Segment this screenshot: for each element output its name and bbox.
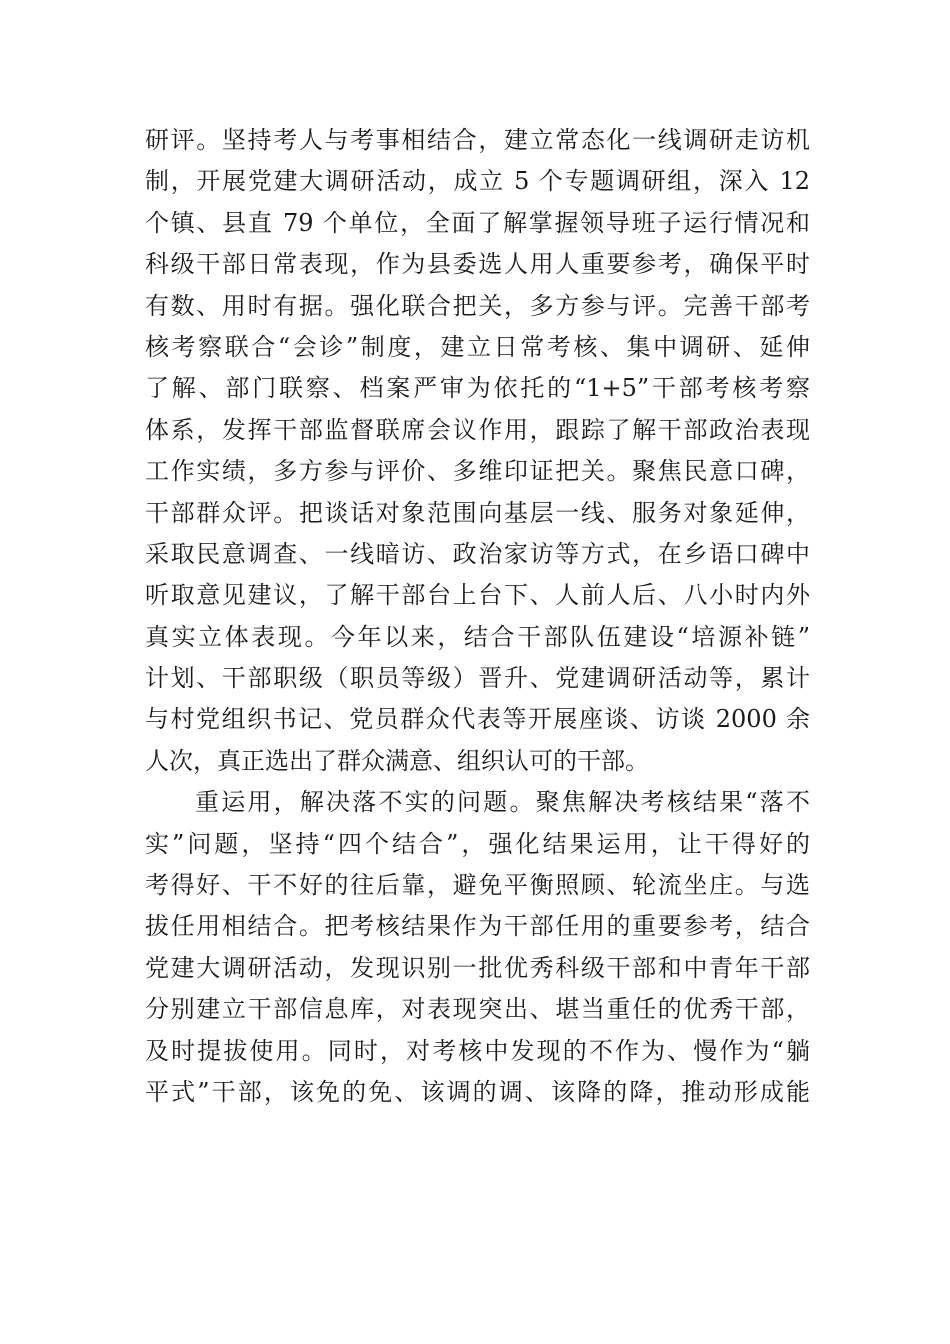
text-line: 平式”干部，该免的免、该调的调、该降的降，推动形成能 [145, 1077, 810, 1106]
text-line: 及时提拔使用。同时，对考核中发现的不作为、慢作为“躺 [145, 1036, 810, 1065]
text-line: 计划、干部职级（职员等级）晋升、党建调研活动等，累计 [145, 664, 810, 693]
text-line: 党建大调研活动，发现识别一批优秀科级干部和中青年干部 [145, 953, 810, 982]
text-line: 体系，发挥干部监督联席会议作用，跟踪了解干部政治表现 [145, 415, 810, 444]
text-line: 个镇、县直 79 个单位，全面了解掌握领导班子运行情况和 [145, 208, 810, 237]
text-line: 拔任用相结合。把考核结果作为干部任用的重要参考，结合 [145, 912, 810, 941]
text-line: 考得好、干不好的往后靠，避免平衡照顾、轮流坐庄。与选 [145, 871, 810, 900]
body-text [145, 120, 810, 1113]
text-line: 真实立体表现。今年以来，结合干部队伍建设“培源补链” [145, 622, 810, 651]
text-line: 核考察联合“会诊”制度，建立日常考核、集中调研、延伸 [145, 332, 810, 361]
text-line: 分别建立干部信息库，对表现突出、堪当重任的优秀干部， [145, 995, 810, 1024]
text-line: 有数、用时有据。强化联合把关，多方参与评。完善干部考 [145, 291, 810, 320]
text-line: 制，开展党建大调研活动，成立 5 个专题调研组，深入 12 [145, 167, 810, 196]
text-line: 研评。坚持考人与考事相结合，建立常态化一线调研走访机 [145, 126, 810, 154]
text-line: 采取民意调查、一线暗访、政治家访等方式，在乡语口碑中 [145, 539, 810, 568]
text-line: 了解、部门联察、档案严审为依托的“1+5”干部考核考察 [145, 374, 810, 403]
text-line: 工作实绩，多方参与评价、多维印证把关。聚焦民意口碑， [145, 457, 810, 486]
text-line: 听取意见建议，了解干部台上台下、人前人后、八小时内外 [145, 581, 810, 610]
text-line: 实”问题，坚持“四个结合”，强化结果运用，让干得好的 [145, 829, 810, 858]
text-line: 科级干部日常表现，作为县委选人用人重要参考，确保平时 [145, 250, 810, 279]
paragraph-1 [145, 120, 810, 782]
text-line: 干部群众评。把谈话对象范围向基层一线、服务对象延伸， [145, 498, 810, 527]
paragraph-2 [145, 782, 810, 1113]
text-line: 与村党组织书记、党员群众代表等开展座谈、访谈 2000 余 [145, 705, 810, 734]
text-line: 人次，真正选出了群众满意、组织认可的干部。 [145, 746, 649, 775]
text-line: 重运用，解决落不实的问题。聚焦解决考核结果“落不 [195, 788, 810, 817]
